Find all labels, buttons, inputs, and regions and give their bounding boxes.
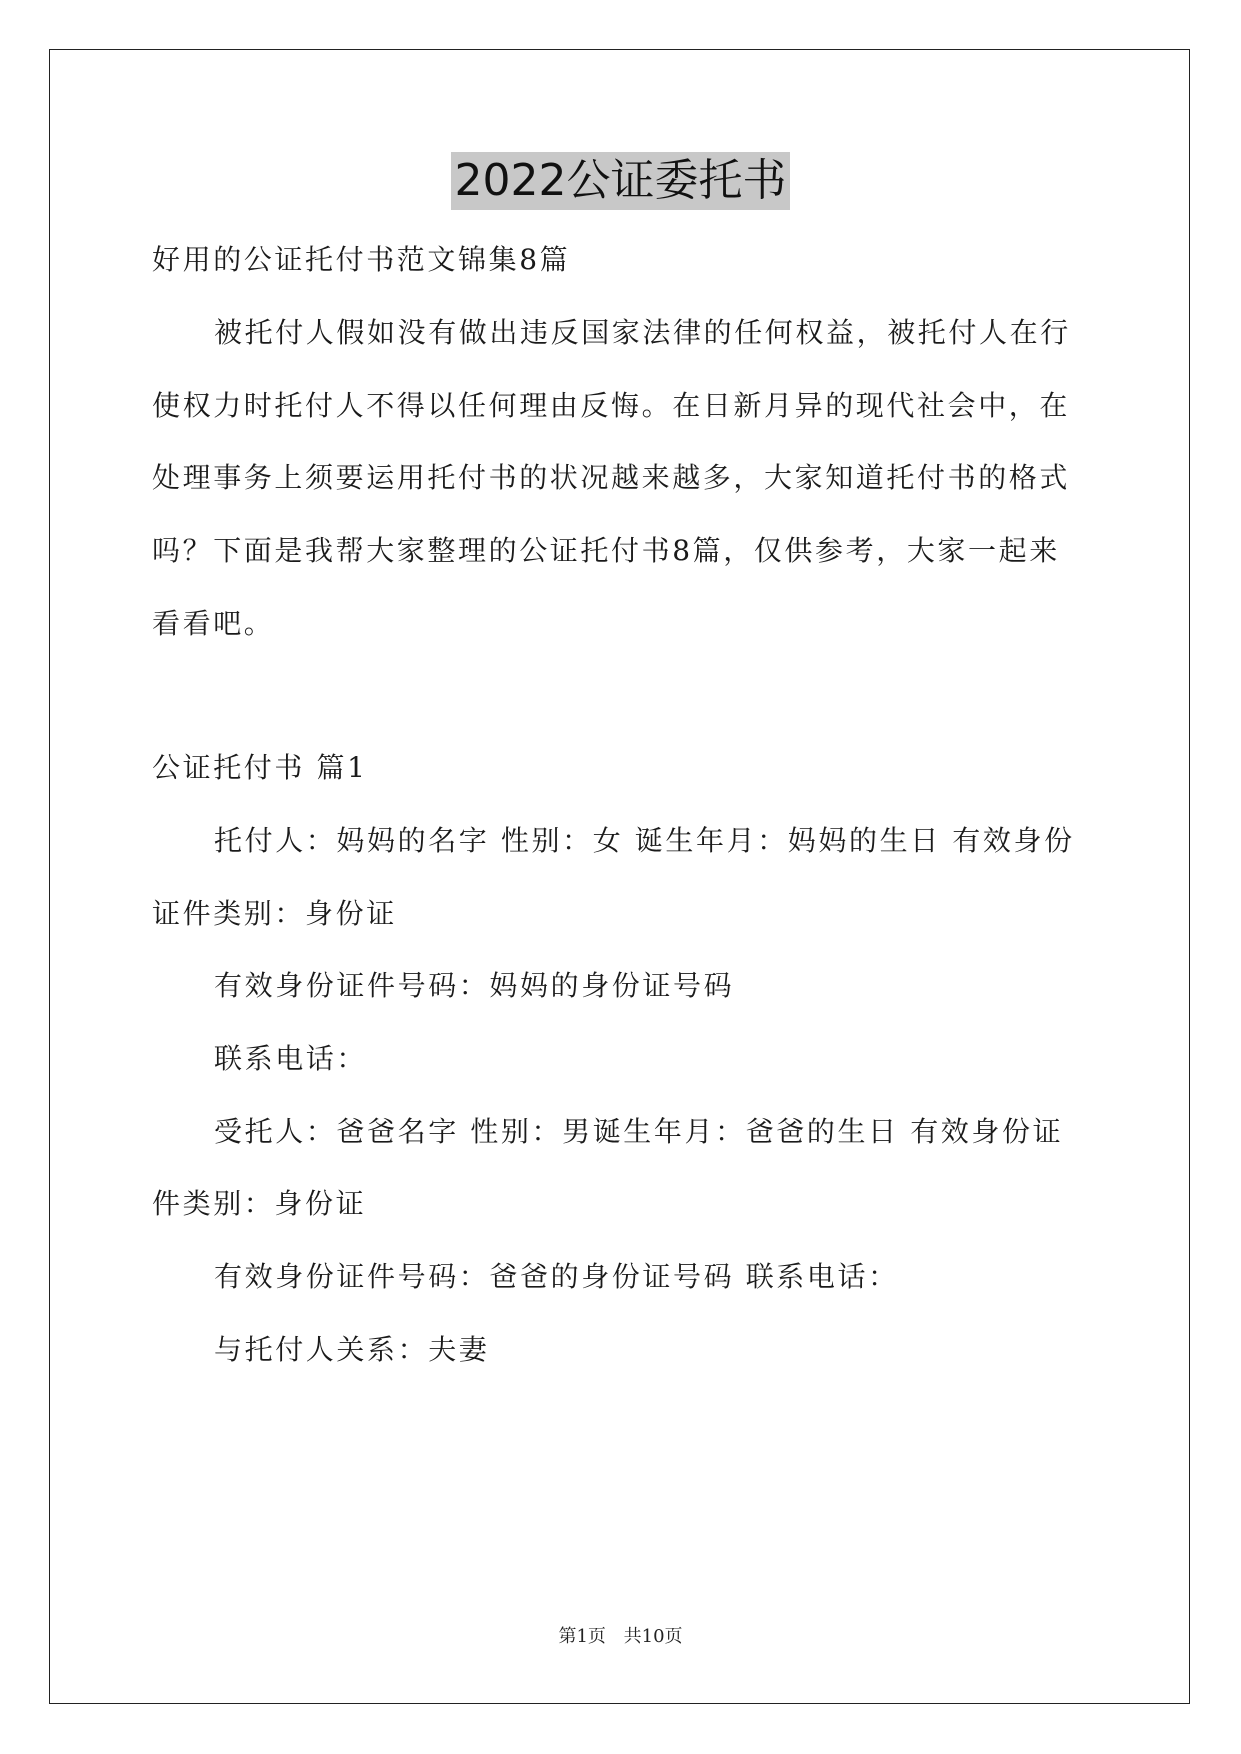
section-line: 受托人：爸爸名字 性别：男诞生年月：爸爸的生日 有效身份证 (214, 1115, 1064, 1148)
page-footer (0, 1625, 1241, 1649)
document-title: 2022公证委托书 (451, 152, 791, 210)
section-line: 托付人：妈妈的名字 性别：女 诞生年月：妈妈的生日 有效身份 (214, 824, 1075, 857)
section-line: 件类别：身份证 (152, 1187, 367, 1220)
intro-line: 使权力时托付人不得以任何理由反悔。在日新月异的现代社会中，在 (152, 389, 1071, 422)
intro-line: 处理事务上须要运用托付书的状况越来越多，大家知道托付书的格式 (152, 461, 1071, 494)
page-total: 共10页 (623, 1626, 683, 1647)
section-line: 联系电话： (214, 1042, 368, 1075)
document-subtitle: 好用的公证托付书范文锦集8篇 (152, 243, 571, 276)
section-line: 证件类别：身份证 (152, 897, 397, 930)
section-line: 有效身份证件号码：妈妈的身份证号码 (214, 969, 735, 1002)
page-number: 第1页 (558, 1626, 606, 1647)
intro-line: 看看吧。 (152, 607, 275, 640)
intro-line: 被托付人假如没有做出违反国家法律的任何权益，被托付人在行 (214, 316, 1071, 349)
section-line: 与托付人关系：夫妻 (214, 1333, 490, 1366)
page-border (49, 49, 1190, 1704)
section-line: 有效身份证件号码：爸爸的身份证号码 联系电话： (214, 1260, 899, 1293)
section-heading: 公证托付书 篇1 (152, 751, 368, 784)
intro-line: 吗？下面是我帮大家整理的公证托付书8篇，仅供参考，大家一起来 (152, 534, 1060, 567)
title-container (0, 152, 1241, 210)
